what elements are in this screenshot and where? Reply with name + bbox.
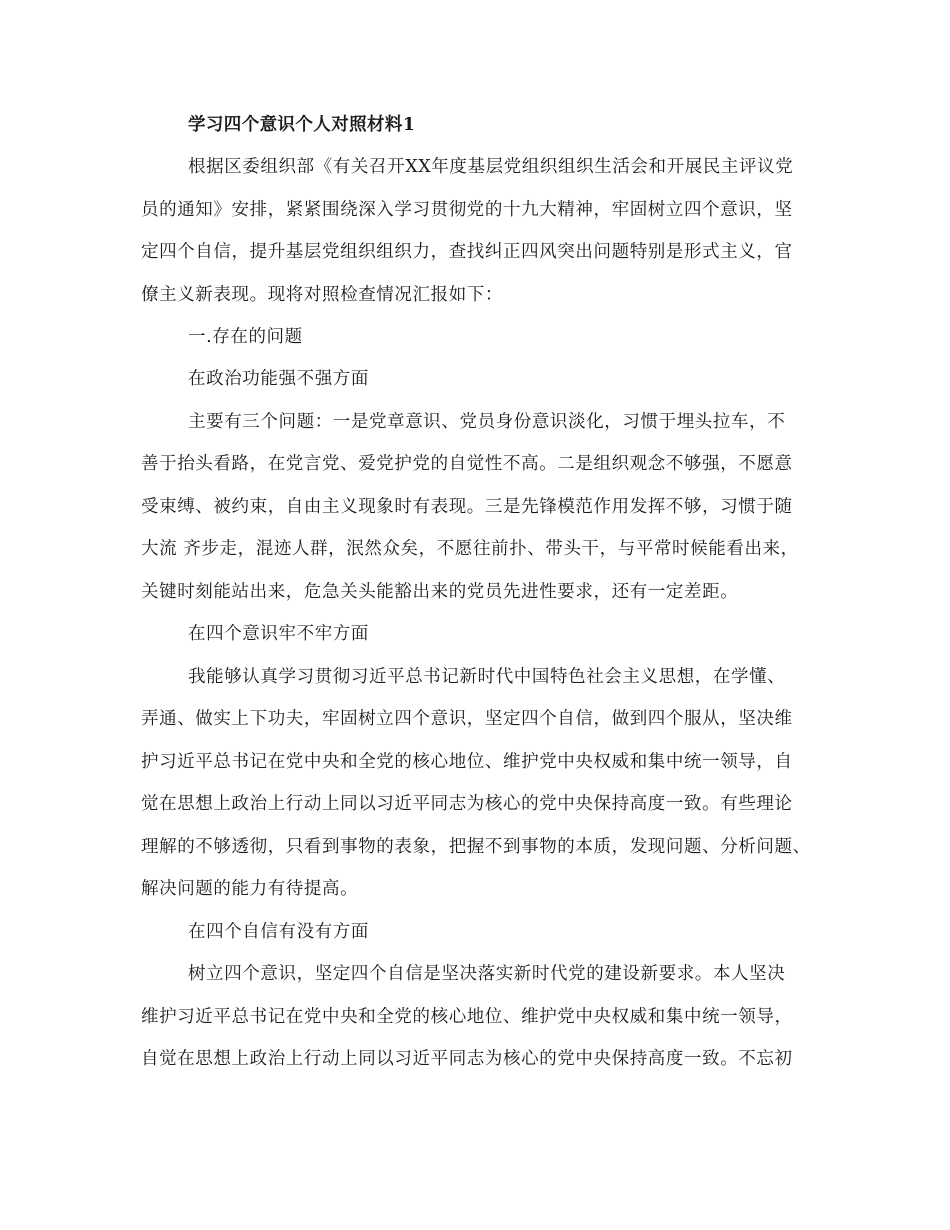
section-heading: 一.存在的问题 (188, 327, 303, 347)
paragraph-line: 善于抬头看路，在党言党、爱党护党的自觉性不高。二是组织观念不够强，不愿意 (141, 454, 793, 474)
paragraph-line: 僚主义新表现。现将对照检查情况汇报如下： (141, 285, 503, 305)
paragraph-line: 护习近平总书记在党中央和全党的核心地位、维护党中央权威和集中统一领导，自 (141, 752, 793, 772)
paragraph-line: 弄通、做实上下功夫，牢固树立四个意识，坚定四个自信，做到四个服从，坚决维 (141, 709, 793, 729)
paragraph-line: 大流 齐步走，混迹人群，泯然众矣，不愿往前扑、带头干，与平常时候能看出来， (141, 539, 799, 559)
paragraph-line: 理解的不够透彻，只看到事物的表象，把握不到事物的本质，发现问题、分析问题、 (141, 837, 811, 857)
subsection-heading: 在四个自信有没有方面 (188, 922, 369, 942)
paragraph-line: 我能够认真学习贯彻习近平总书记新时代中国特色社会主义思想，在学懂、 (188, 667, 786, 687)
document-title: 学习四个意识个人对照材料1 (188, 115, 416, 135)
paragraph-line: 关键时刻能站出来，危急关头能豁出来的党员先进性要求，还有一定差距。 (141, 582, 739, 602)
paragraph-line: 员的通知》安排，紧紧围绕深入学习贯彻党的十九大精神，牢固树立四个意识，坚 (141, 200, 793, 220)
paragraph-line: 解决问题的能力有待提高。 (141, 879, 359, 899)
paragraph-line: 维护习近平总书记在党中央和全党的核心地位、维护党中央权威和集中统一领导， (141, 1007, 793, 1027)
paragraph-line: 根据区委组织部《有关召开XX年度基层党组织组织生活会和开展民主评议党 (188, 157, 794, 177)
paragraph-line: 觉在思想上政治上行动上同以习近平同志为核心的党中央保持高度一致。有些理论 (141, 794, 793, 814)
subsection-heading: 在四个意识牢不牢方面 (188, 624, 369, 644)
subsection-heading: 在政治功能强不强方面 (188, 369, 369, 389)
paragraph-line: 受束缚、被约束，自由主义现象时有表现。三是先锋模范作用发挥不够，习惯于随 (141, 497, 793, 517)
paragraph-line: 定四个自信，提升基层党组织组织力，查找纠正四风突出问题特别是形式主义，官 (141, 242, 793, 262)
paragraph-line: 主要有三个问题：一是党章意识、党员身份意识淡化，习惯于埋头拉车，不 (188, 412, 786, 432)
paragraph-line: 树立四个意识，坚定四个自信是坚决落实新时代党的建设新要求。本人坚决 (188, 964, 786, 984)
paragraph-line: 自觉在思想上政治上行动上同以习近平同志为核心的党中央保持高度一致。不忘初 (141, 1049, 793, 1069)
